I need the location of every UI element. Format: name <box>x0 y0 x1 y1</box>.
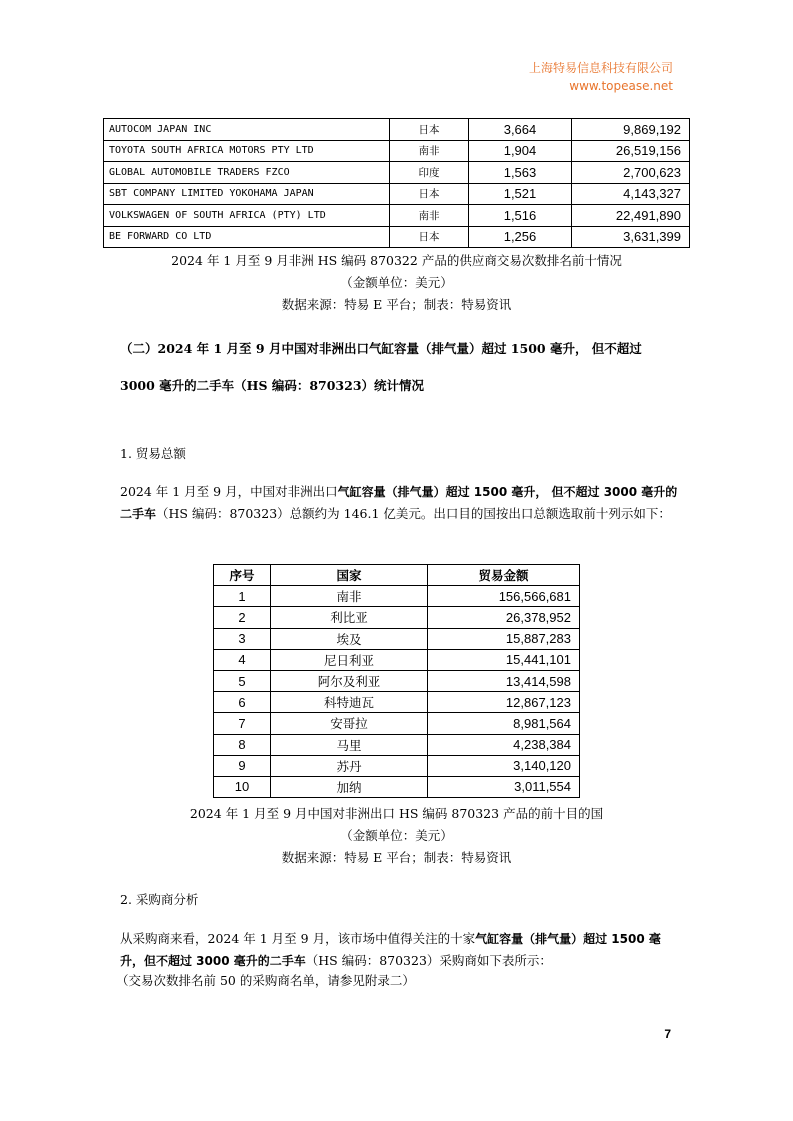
supplier-amount: 22,491,890 <box>572 205 690 227</box>
supplier-name: AUTOCOM JAPAN INC <box>104 119 390 141</box>
supplier-row <box>104 162 690 184</box>
supplier-row <box>104 205 690 227</box>
rank-row <box>214 586 580 607</box>
rank-no: 6 <box>214 692 271 713</box>
rank-amount: 8,981,564 <box>428 713 580 734</box>
rank-row <box>214 670 580 691</box>
supplier-count: 1,516 <box>469 205 572 227</box>
rank-no: 2 <box>214 607 271 628</box>
supplier-amount: 9,869,192 <box>572 119 690 141</box>
supplier-name: TOYOTA SOUTH AFRICA MOTORS PTY LTD <box>104 140 390 162</box>
rank-row <box>214 776 580 797</box>
supplier-name: BE FORWARD CO LTD <box>104 226 390 248</box>
rank-row <box>214 692 580 713</box>
supplier-country: 日本 <box>390 119 469 141</box>
rank-country: 阿尔及利亚 <box>271 670 428 691</box>
rank-amount: 3,011,554 <box>428 776 580 797</box>
supplier-amount: 2,700,623 <box>572 162 690 184</box>
supplier-row <box>104 140 690 162</box>
header-company-name: 上海特易信息科技有限公司 <box>528 61 673 75</box>
buyer-analysis-heading: 2. 采购商分析 <box>120 892 199 907</box>
rank-amount: 26,378,952 <box>428 607 580 628</box>
rank-amount: 15,887,283 <box>428 628 580 649</box>
rank-country: 埃及 <box>271 628 428 649</box>
supplier-country: 印度 <box>390 162 469 184</box>
section-title-line1: （二）2024 年 1 月至 9 月中国对非洲出口气缸容量（排气量）超过 1500 毫升， 但不超过 <box>120 341 642 356</box>
supplier-count: 1,563 <box>469 162 572 184</box>
rank-no: 4 <box>214 649 271 670</box>
trade-total-heading: 1. 贸易总额 <box>120 446 186 461</box>
rank-amount: 15,441,101 <box>428 649 580 670</box>
rank-country: 利比亚 <box>271 607 428 628</box>
buyer-para-prefix: 从采购商来看，2024 年 1 月至 9 月，该市场中值得关注的十家 <box>120 931 476 946</box>
rank-amount: 12,867,123 <box>428 692 580 713</box>
header-website[interactable]: www.topease.net <box>569 79 673 93</box>
buyer-para-bold: 气缸容量（排气量）超过 1500 毫升，但不超过 3000 毫升的二手车 <box>120 932 661 968</box>
rank-table-unit: （金额单位：美元） <box>340 828 453 843</box>
rank-country: 安哥拉 <box>271 713 428 734</box>
supplier-name: VOLKSWAGEN OF SOUTH AFRICA (PTY) LTD <box>104 205 390 227</box>
buyer-analysis-note: （交易次数排名前 50 的采购商名单，请参见附录二） <box>116 973 415 988</box>
rank-header-country: 国家 <box>271 565 428 586</box>
rank-table-header-row <box>214 565 580 586</box>
rank-table-caption: 2024 年 1 月至 9 月中国对非洲出口 HS 编码 870323 产品的前十目的国 <box>189 806 604 821</box>
supplier-amount: 3,631,399 <box>572 226 690 248</box>
rank-row <box>214 755 580 776</box>
rank-country: 马里 <box>271 734 428 755</box>
buyer-analysis-paragraph <box>120 928 680 972</box>
supplier-country: 日本 <box>390 226 469 248</box>
destination-rank-table <box>213 564 580 798</box>
supplier-count: 3,664 <box>469 119 572 141</box>
rank-no: 5 <box>214 670 271 691</box>
supplier-count: 1,904 <box>469 140 572 162</box>
supplier-country: 南非 <box>390 140 469 162</box>
rank-no: 10 <box>214 776 271 797</box>
rank-header-no: 序号 <box>214 565 271 586</box>
rank-header-amount: 贸易金额 <box>428 565 580 586</box>
trade-total-paragraph <box>120 481 680 525</box>
supplier-count: 1,521 <box>469 183 572 205</box>
supplier-row <box>104 183 690 205</box>
supplier-name: SBT COMPANY LIMITED YOKOHAMA JAPAN <box>104 183 390 205</box>
rank-no: 8 <box>214 734 271 755</box>
rank-row <box>214 734 580 755</box>
supplier-table-unit: （金额单位：美元） <box>340 275 453 290</box>
section-title-line2: 3000 毫升的二手车（HS 编码：870323）统计情况 <box>120 378 425 393</box>
trade-total-para-prefix: 2024 年 1 月至 9 月，中国对非洲出口 <box>120 484 338 499</box>
supplier-table <box>103 118 690 248</box>
rank-country: 科特迪瓦 <box>271 692 428 713</box>
rank-amount: 13,414,598 <box>428 670 580 691</box>
rank-no: 3 <box>214 628 271 649</box>
rank-no: 9 <box>214 755 271 776</box>
supplier-row <box>104 119 690 141</box>
trade-total-para-suffix: （HS 编码：870323）总额约为 146.1 亿美元。出口目的国按出口总额选取前十列示如下： <box>156 506 671 521</box>
page-number: 7 <box>664 1027 671 1041</box>
rank-amount: 3,140,120 <box>428 755 580 776</box>
rank-row <box>214 649 580 670</box>
rank-country: 南非 <box>271 586 428 607</box>
rank-country: 苏丹 <box>271 755 428 776</box>
buyer-para-suffix: （HS 编码：870323）采购商如下表所示： <box>305 953 552 968</box>
supplier-count: 1,256 <box>469 226 572 248</box>
supplier-country: 日本 <box>390 183 469 205</box>
supplier-table-source: 数据来源：特易 E 平台；制表：特易资讯 <box>281 297 512 312</box>
rank-no: 7 <box>214 713 271 734</box>
rank-amount: 156,566,681 <box>428 586 580 607</box>
rank-row <box>214 628 580 649</box>
rank-country: 尼日利亚 <box>271 649 428 670</box>
supplier-country: 南非 <box>390 205 469 227</box>
rank-table-source: 数据来源：特易 E 平台；制表：特易资讯 <box>281 850 512 865</box>
supplier-row <box>104 226 690 248</box>
rank-row <box>214 713 580 734</box>
supplier-amount: 4,143,327 <box>572 183 690 205</box>
rank-no: 1 <box>214 586 271 607</box>
supplier-amount: 26,519,156 <box>572 140 690 162</box>
supplier-table-caption: 2024 年 1 月至 9 月非洲 HS 编码 870322 产品的供应商交易次数排名前十情况 <box>171 253 622 268</box>
rank-amount: 4,238,384 <box>428 734 580 755</box>
supplier-name: GLOBAL AUTOMOBILE TRADERS FZCO <box>104 162 390 184</box>
trade-total-para-bold: 气缸容量（排气量）超过 1500 毫升， 但不超过 3000 毫升的二手车 <box>120 485 678 521</box>
rank-row <box>214 607 580 628</box>
rank-country: 加纳 <box>271 776 428 797</box>
